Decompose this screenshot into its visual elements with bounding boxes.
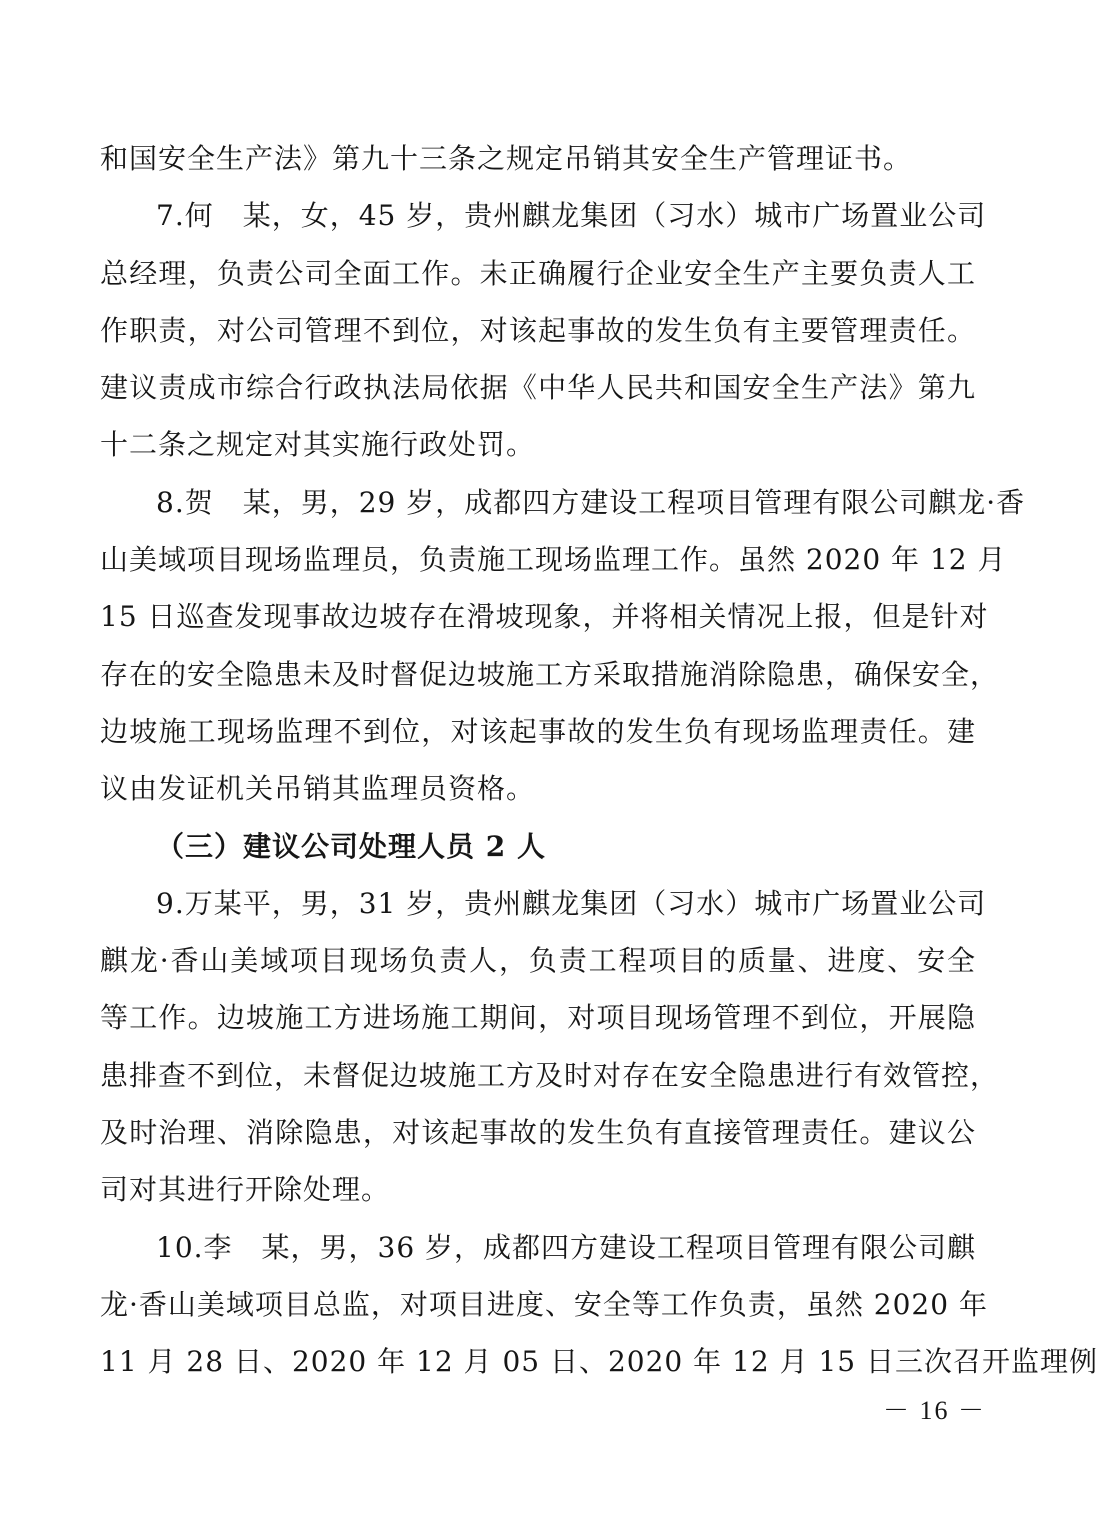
- paragraph-start-line: 10.李 某，男，36 岁，成都四方建设工程项目管理有限公司麒: [156, 1230, 977, 1264]
- paragraph-start-line: 8.贺 某，男，29 岁，成都四方建设工程项目管理有限公司麒龙·香: [156, 485, 1026, 519]
- text-line: 15 日巡查发现事故边坡存在滑坡现象，并将相关情况上报，但是针对: [100, 600, 989, 634]
- document-body: [100, 130, 1098, 1391]
- paragraph-start-line: 9.万某平，男，31 岁，贵州麒龙集团（习水）城市广场置业公司: [156, 886, 987, 920]
- text-line: 司对其进行开除处理。: [100, 1173, 391, 1207]
- text-line: 边坡施工现场监理不到位，对该起事故的发生负有现场监理责任。建: [100, 714, 976, 748]
- text-line: 及时治理、消除隐患，对该起事故的发生负有直接管理责任。建议公: [100, 1116, 976, 1150]
- section-heading: （三）建议公司处理人员 2 人: [156, 829, 546, 863]
- text-line: 十二条之规定对其实施行政处罚。: [100, 428, 536, 462]
- page-number: － 16 －: [882, 1396, 986, 1425]
- text-line: 麒龙·香山美域项目现场负责人，负责工程项目的质量、进度、安全: [100, 944, 976, 978]
- text-line: 建议责成市综合行政执法局依据《中华人民共和国安全生产法》第九: [100, 371, 976, 405]
- text-line: 等工作。边坡施工方进场施工期间，对项目现场管理不到位，开展隐: [100, 1001, 976, 1035]
- text-line: 存在的安全隐患未及时督促边坡施工方采取措施消除隐患，确保安全，: [100, 657, 1000, 691]
- paragraph-start-line: 7.何 某，女，45 岁，贵州麒龙集团（习水）城市广场置业公司: [156, 199, 987, 233]
- text-line: 龙·香山美域项目总监，对项目进度、安全等工作负责，虽然 2020 年: [100, 1287, 988, 1321]
- text-line: 作职责，对公司管理不到位，对该起事故的发生负有主要管理责任。: [100, 313, 976, 347]
- text-line: 议由发证机关吊销其监理员资格。: [100, 772, 536, 806]
- text-line: 总经理，负责公司全面工作。未正确履行企业安全生产主要负责人工: [100, 256, 976, 290]
- text-line: 和国安全生产法》第九十三条之规定吊销其安全生产管理证书。: [100, 142, 913, 175]
- text-line: 山美域项目现场监理员，负责施工现场监理工作。虽然 2020 年 12 月: [100, 543, 1007, 577]
- text-line: 11 月 28 日、2020 年 12 月 05 日、2020 年 12 月 15 日三次召开监理例: [100, 1345, 1098, 1379]
- text-line: 患排查不到位，未督促边坡施工方及时对存在安全隐患进行有效管控，: [100, 1058, 1000, 1092]
